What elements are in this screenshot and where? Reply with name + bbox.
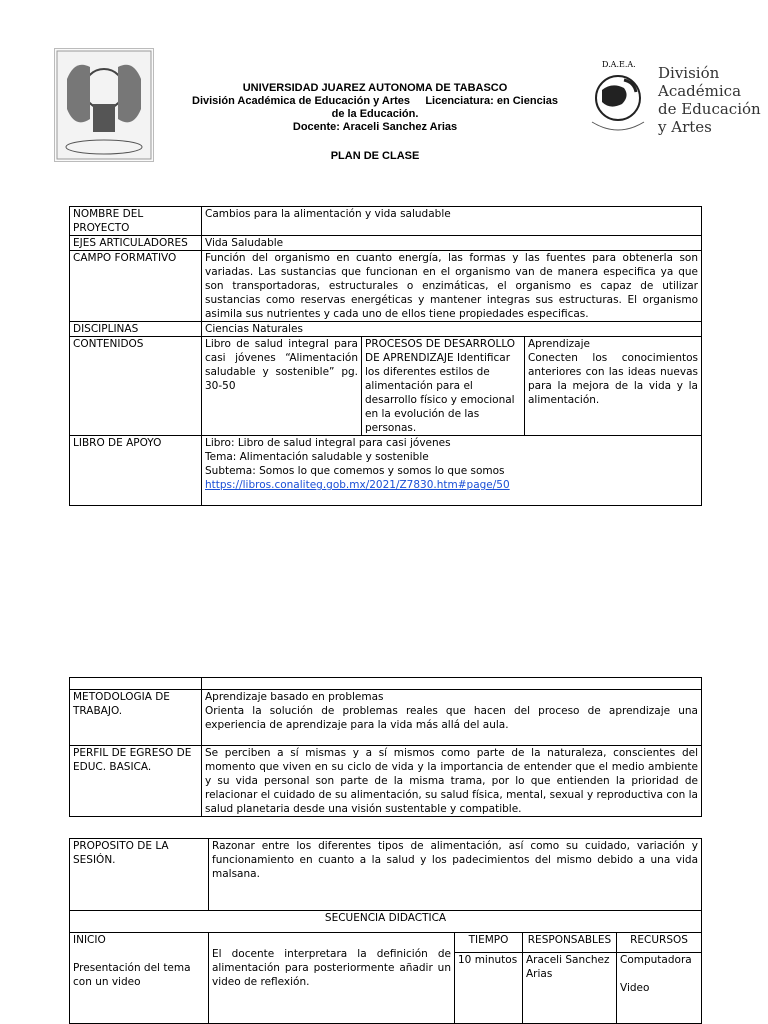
metodologia-label: METODOLOGIA DE TRABAJO. [70,690,202,746]
teacher-name: Docente: Araceli Sanchez Arias [292,121,458,133]
recursos-value-2: Video [620,982,650,995]
ejes-value: Vida Saludable [202,236,702,251]
responsables-header: RESPONSABLES [523,933,617,953]
metodologia-title: Aprendizaje basado en problemas [205,691,384,703]
project-table [69,206,702,506]
daea-text [658,64,761,136]
methodology-table [69,677,702,817]
blank-cell-left [70,678,202,690]
campo-label: CAMPO FORMATIVO [70,251,202,322]
libro-cell [202,436,702,506]
procesos-value: PROCESOS DE DESARROLLO DE APRENDIZAJE Identificar los diferentes estilos de alimentación para el desarrollo físico y emocional en la evolución de las personas. [362,337,525,436]
blank-cell-right [202,678,702,690]
session-table [69,838,702,1024]
university-name: UNIVERSIDAD JUAREZ AUTONOMA DE TABASCO [242,82,508,94]
daea-line-1: División [658,64,720,82]
disciplinas-label: DISCIPLINAS [70,322,202,337]
recursos-header: RECURSOS [617,933,702,953]
university-seal-logo [54,48,154,162]
proposito-value: Razonar entre los diferentes tipos de alimentación, así como su cuidado, variación y funcionamiento en cuanto a la salud y los padecimientos del mismo debido a una vida malsana. [209,839,702,911]
inicio-desc [209,933,455,1024]
aprendizaje-cell [525,337,702,436]
recursos-value-1: Computadora [620,954,692,967]
contenidos-value: Libro de salud integral para casi jóvenes “Alimentación saludable y sostenible” pg. 30-50 [202,337,362,436]
plan-title: PLAN DE CLASE [330,150,420,162]
proposito-label: PROPOSITO DE LA SESIÓN. [70,839,209,911]
tiempo-header: TIEMPO [455,933,523,953]
responsables-value: Araceli Sanchez Arias [523,953,617,1024]
daea-line-4: y Artes [658,118,712,136]
inicio-cell [70,933,209,1024]
libro-label: LIBRO DE APOYO [70,436,202,506]
perfil-label: PERFIL DE EGRESO DE EDUC. BASICA. [70,746,202,817]
libro-line-1: Libro: Libro de salud integral para casi jóvenes [205,437,451,449]
inicio-sub: Presentación del tema con un video [73,962,191,988]
inicio-desc-text: El docente interpretara la definición de alimentación para posteriormente añadir un video de reflexión. [212,948,451,988]
daea-line-2: Académica [658,82,742,100]
libro-link[interactable]: https://libros.conaliteg.gob.mx/2021/Z7830.htm#page/50 [205,479,510,491]
libro-line-3: Subtema: Somos lo que comemos y somos lo que somos [205,465,505,477]
inicio-title: INICIO [73,934,106,946]
header-block [170,82,580,134]
daea-line-3: de Educación [658,100,761,118]
recursos-cell [617,953,702,1024]
nombre-value: Cambios para la alimentación y vida saludable [202,207,702,236]
metodologia-value: Orienta la solución de problemas reales que hacen del proceso de aprendizaje una experiencia de aprendizaje para la vida más allá del aula. [205,705,698,731]
tiempo-value: 10 minutos [455,953,523,1024]
campo-value: Función del organismo en cuanto energía, las formas y las fuentes para obtenerla son variadas. Las sustancias que funcionan en el organismo van de manera especifica ya que son transportadoras, estructurales o enzimáticas, el organismo es capaz de utilizar sustancias como reservas energéticas y mantener integras sus estructuras. El organismo asimila sus nutrientes y cada uno de ellos tiene propiedades especificas. [202,251,702,322]
aprendizaje-title: Aprendizaje [528,338,590,350]
libro-line-2: Tema: Alimentación saludable y sostenible [205,451,429,463]
secuencia-heading: SECUENCIA DIDACTICA [70,911,702,933]
aprendizaje-value: Conecten los conocimientos anteriores con las ideas nuevas para la mejora de la vida y la alimentación. [528,352,698,406]
disciplinas-value: Ciencias Naturales [202,322,702,337]
division-line: División Académica de Educación y Artes Licenciatura: en Ciencias [192,95,558,107]
metodologia-cell [202,690,702,746]
daea-logo [584,52,764,142]
ejes-label: EJES ARTICULADORES [70,236,202,251]
daea-acronym: D.A.E.A. [602,60,636,69]
contenidos-label: CONTENIDOS [70,337,202,436]
perfil-value: Se perciben a sí mismas y a sí mismos como parte de la naturaleza, conscientes del momento que viven en su ciclo de vida y la importancia de entender que el medio ambiente y su vida personal son parte de la misma trama, por lo que entienden la prioridad de relacionar el cuidado de su alimentación, su salud física, mental, sexual y reproductiva con la salud planetaria desde una visión sustentable y compatible. [202,746,702,817]
division-line-2: de la Educación. [331,108,419,120]
nombre-label: NOMBRE DEL PROYECTO [70,207,202,236]
